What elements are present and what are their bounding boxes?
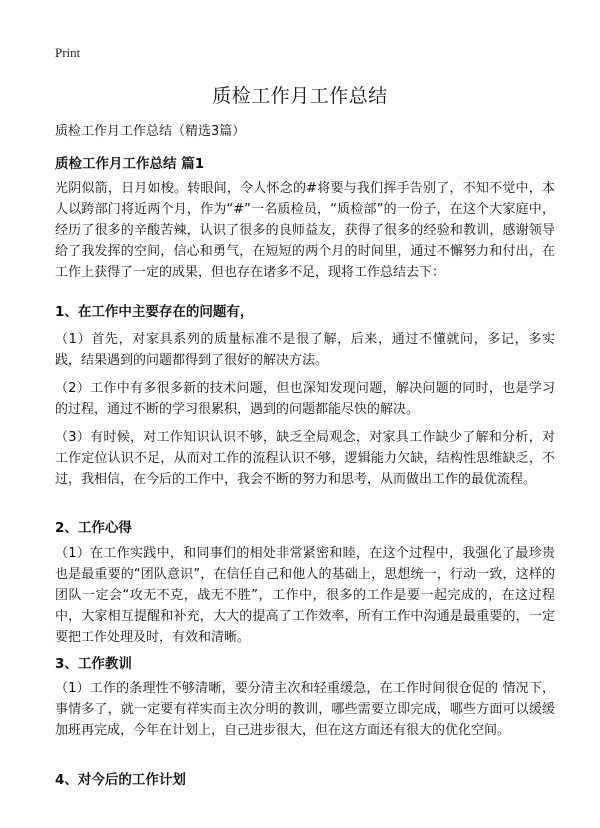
section-4-heading: 4、对今后的工作计划 bbox=[55, 772, 186, 788]
section-2-item-1: （1）在工作实践中，和同事们的相处非常紧密和睦，在这个过程中，我强化了最珍贵也是最重要的“团队意识”，在信任自己和他人的基础上，思想统一，行动一致，这样的团队一定会“攻无不克，战无不胜”，工作中，很多的工作是要一起完成的，在这过程中，大家相互提醒和补充，大大的提高了工作效率，所有工作中沟通是最重要的，一定要把工作处理及时，有效和清晰。 bbox=[55, 546, 555, 645]
section-1-item-3: （3）有时候，对工作知识认识不够，缺乏全局观念，对家具工作缺少了解和分析，对工作定位认识不足，从而对工作的流程认识不够，逻辑能力欠缺，结构性思维缺乏，不过，我相信，在今后的工作中，我会不断的努力和思考，从而做出工作的最优流程。 bbox=[55, 430, 555, 487]
section-3-item-1: （1）工作的条理性不够清晰，要分清主次和轻重缓急，在工作时间很仓促的 情况下，事情多了，就一定要有祥实而主次分明的教训，哪些需要立即完成，哪些方面可以缓缓加班再完成，今年在计划上，自己进步很大，但在这方面还有很大的优化空间。 bbox=[55, 681, 555, 738]
document-title: 质检工作月工作总结 bbox=[212, 85, 388, 107]
article-heading: 质检工作月工作总结 篇1 bbox=[55, 156, 205, 172]
print-label: Print bbox=[55, 45, 81, 60]
section-1-item-2: （2）工作中有多很多新的技术问题，但也深知发现问题，解决问题的同时，也是学习的过程，通过不断的学习很累积，遇到的问题都能尽快的解决。 bbox=[55, 381, 555, 417]
section-1-heading: 1、在工作中主要存在的问题有， bbox=[55, 304, 254, 320]
intro-paragraph: 光阴似箭，日月如梭。转眼间，令人怀念的#将要与我们挥手告别了，不知不觉中，本人以跨部门将近两个月，作为“#”一名质检员，“质检部”的一份子，在这个大家庭中，经历了很多的辛酸苦辣，认识了很多的良师益友，获得了很多的经验和教训，感谢领导给了我发挥的空间，信心和勇气，在短短的两个月的时间里，通过不懈努力和付出，在工作上获得了一定的成果，但也存在诸多不足，现将工作总结去下： bbox=[55, 181, 555, 280]
document-subtitle: 质检工作月工作总结（精选3篇） bbox=[55, 124, 246, 139]
section-2-heading: 2、工作心得 bbox=[55, 520, 132, 536]
section-3-heading: 3、工作教训 bbox=[55, 656, 132, 672]
section-1-item-1: （1）首先，对家具系列的质量标准不是很了解，后来，通过不懂就问，多记，多实践，结果遇到的问题都得到了很好的解决方法。 bbox=[55, 332, 555, 368]
